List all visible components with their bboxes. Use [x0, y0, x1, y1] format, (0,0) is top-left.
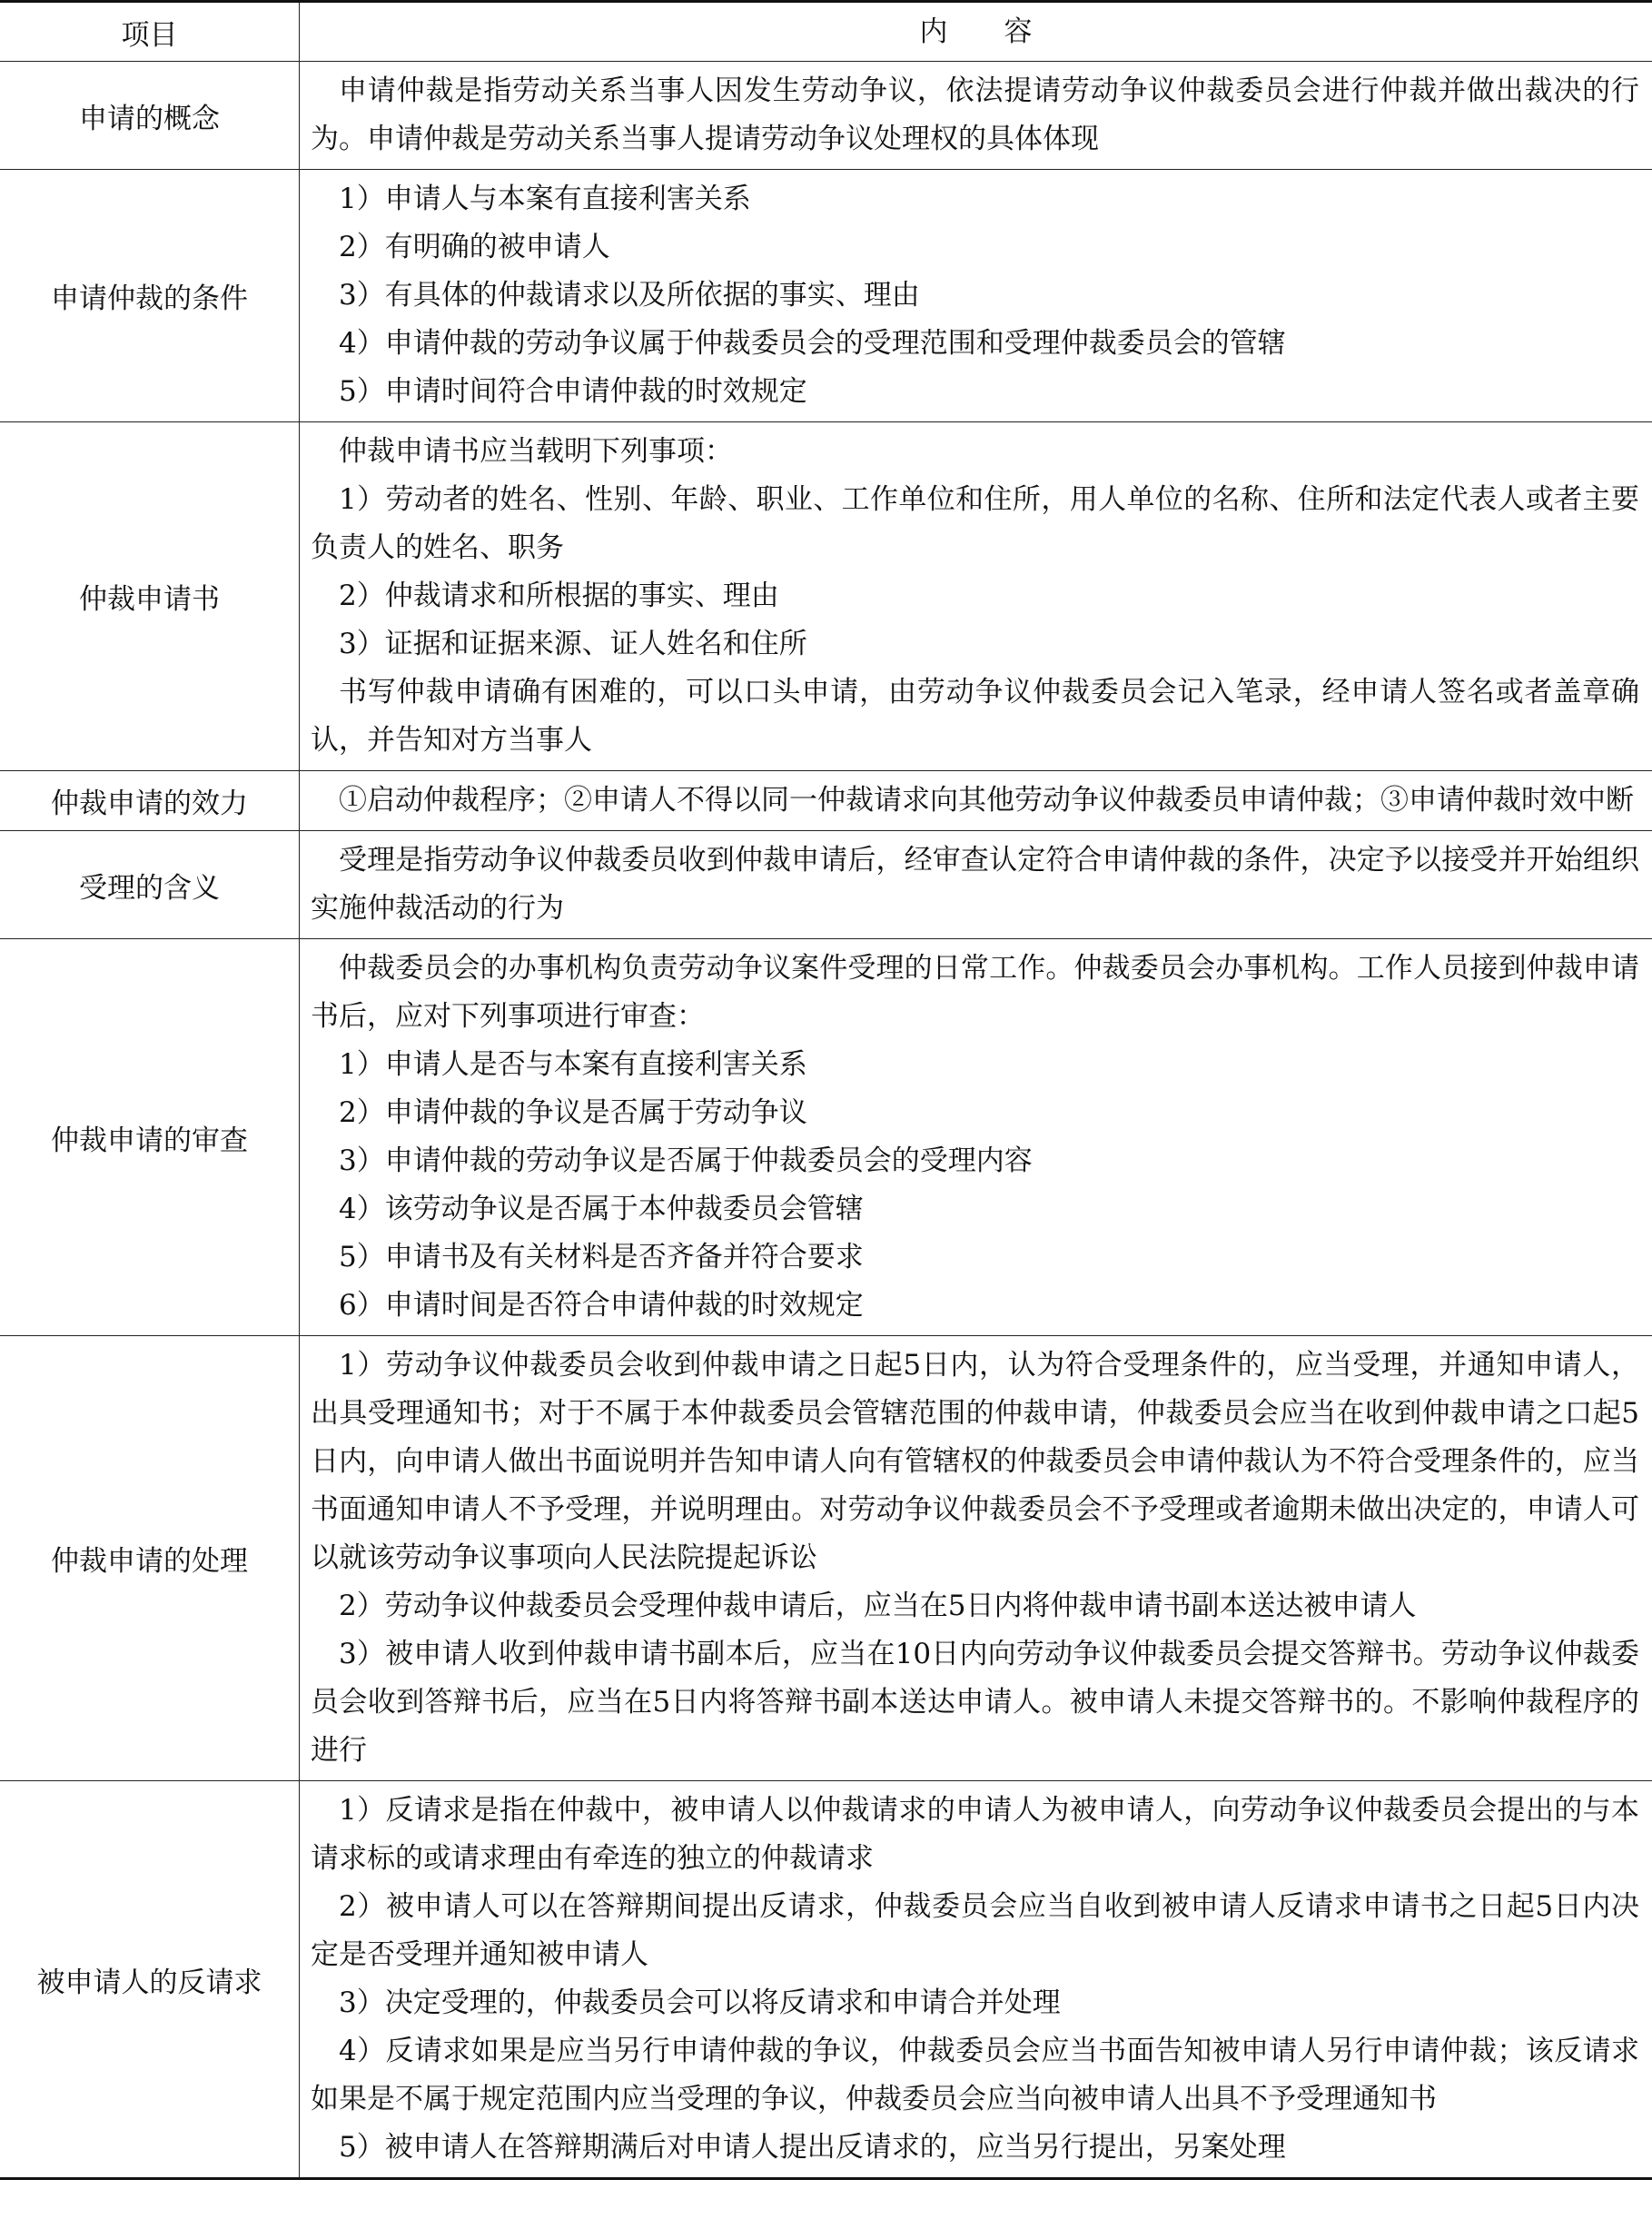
- content-line: 3）证据和证据来源、证人姓名和住所: [339, 628, 807, 660]
- content-line: 4）该劳动争议是否属于本仲裁委员会管辖: [339, 1193, 864, 1225]
- content-line: 4）申请仲裁的劳动争议属于仲裁委员会的受理范围和受理仲裁委员会的管辖: [339, 327, 1286, 360]
- content-line: 1）劳动者的姓名、性别、年龄、职业、工作单位和住所，用人单位的名称、住所和法定代表人或者主要负责人的姓名、职务: [311, 483, 1639, 564]
- row-label: 仲裁申请的处理: [0, 1336, 300, 1780]
- table-row: [0, 1336, 1652, 1781]
- content-line: 5）申请时间符合申请仲裁的时效规定: [339, 375, 807, 408]
- header-content-column: 内 容: [919, 15, 1033, 48]
- table-row: [0, 831, 1652, 939]
- content-line: 3）决定受理的，仲裁委员会可以将反请求和申请合并处理: [339, 1986, 1061, 2019]
- row-label: 申请仲裁的条件: [0, 170, 300, 421]
- header-item-column: 项目: [0, 3, 300, 61]
- content-line: 5）申请书及有关材料是否齐备并符合要求: [339, 1241, 864, 1273]
- row-label: 仲裁申请的效力: [0, 771, 300, 830]
- row-label: 受理的含义: [0, 831, 300, 938]
- row-content: [300, 170, 1652, 421]
- content-line: 1）申请人与本案有直接利害关系: [339, 183, 751, 215]
- content-line: ①启动仲裁程序；②申请人不得以同一仲裁请求向其他劳动争议仲裁委员申请仲裁；③申请仲裁时效中断: [339, 784, 1634, 817]
- row-content: [300, 1336, 1652, 1780]
- content-line: 5）被申请人在答辩期满后对申请人提出反请求的，应当另行提出，另案处理: [339, 2131, 1286, 2164]
- content-line: 2）有明确的被申请人: [339, 231, 610, 263]
- content-line: 1）劳动争议仲裁委员会收到仲裁申请之日起5日内，认为符合受理条件的，应当受理，并通知申请人，出具受理通知书；对于不属于本仲裁委员会管辖范围的仲裁申请，仲裁委员会应当在收到仲裁申请之口起5日内，向申请人做出书面说明并告知申请人向有管辖权的仲裁委员会申请仲裁认为不符合受理条件的，应当书面通知申请人不予受理，并说明理由。对劳动争议仲裁委员会不予受理或者逾期未做出决定的，申请人可以就该劳动争议事项向人民法院提起诉讼: [311, 1349, 1639, 1574]
- row-content: [300, 422, 1652, 770]
- content-line: 4）反请求如果是应当另行申请仲裁的争议，仲裁委员会应当书面告知被申请人另行申请仲裁；该反请求如果是不属于规定范围内应当受理的争议，仲裁委员会应当向被申请人出具不予受理通知书: [311, 2035, 1639, 2115]
- table-header-row: [0, 3, 1652, 62]
- row-label: 申请的概念: [0, 62, 300, 169]
- table-body: [0, 62, 1652, 2177]
- content-line: 3）有具体的仲裁请求以及所依据的事实、理由: [339, 279, 920, 312]
- content-line: 1）申请人是否与本案有直接利害关系: [339, 1048, 807, 1081]
- content-line: 3）申请仲裁的劳动争议是否属于仲裁委员会的受理内容: [339, 1144, 1033, 1177]
- table-row: [0, 771, 1652, 831]
- content-line: 书写仲裁申请确有困难的，可以口头申请，由劳动争议仲裁委员会记入笔录，经申请人签名或者盖章确认，并告知对方当事人: [311, 676, 1639, 757]
- table-row: [0, 422, 1652, 771]
- content-line: 2）被申请人可以在答辩期间提出反请求，仲裁委员会应当自收到被申请人反请求申请书之日起5日内决定是否受理并通知被申请人: [311, 1890, 1639, 1971]
- content-line: 2）申请仲裁的争议是否属于劳动争议: [339, 1096, 807, 1129]
- row-content: [300, 831, 1652, 938]
- content-line: 受理是指劳动争议仲裁委员收到仲裁申请后，经审查认定符合申请仲裁的条件，决定予以接受并开始组织实施仲裁活动的行为: [311, 844, 1639, 925]
- row-label: 仲裁申请的审查: [0, 939, 300, 1335]
- row-label: 被申请人的反请求: [0, 1781, 300, 2177]
- row-content: [300, 771, 1652, 830]
- row-content: [300, 62, 1652, 169]
- content-line: 2）仲裁请求和所根据的事实、理由: [339, 580, 779, 612]
- row-label: 仲裁申请书: [0, 422, 300, 770]
- content-line: 申请仲裁是指劳动关系当事人因发生劳动争议，依法提请劳动争议仲裁委员会进行仲裁并做出裁决的行为。申请仲裁是劳动关系当事人提请劳动争议处理权的具体体现: [311, 74, 1639, 155]
- content-line: 仲裁申请书应当载明下列事项：: [339, 435, 733, 468]
- content-line: 仲裁委员会的办事机构负责劳动争议案件受理的日常工作。仲裁委员会办事机构。工作人员接到仲裁申请书后，应对下列事项进行审查：: [311, 952, 1639, 1033]
- content-line: 3）被申请人收到仲裁申请书副本后，应当在10日内向劳动争议仲裁委员会提交答辩书。劳动争议仲裁委员会收到答辩书后，应当在5日内将答辩书副本送达申请人。被申请人未提交答辩书的。不影响仲裁程序的进行: [311, 1638, 1639, 1767]
- content-line: 6）申请时间是否符合申请仲裁的时效规定: [339, 1289, 864, 1322]
- table-row: [0, 62, 1652, 170]
- row-content: [300, 939, 1652, 1335]
- table-row: [0, 939, 1652, 1336]
- content-line: 2）劳动争议仲裁委员会受理仲裁申请后，应当在5日内将仲裁申请书副本送达被申请人: [339, 1590, 1417, 1622]
- row-content: [300, 1781, 1652, 2177]
- content-line: 1）反请求是指在仲裁中，被申请人以仲裁请求的申请人为被申请人，向劳动争议仲裁委员会提出的与本请求标的或请求理由有牵连的独立的仲裁请求: [311, 1794, 1639, 1875]
- table-row: [0, 170, 1652, 422]
- table-row: [0, 1781, 1652, 2177]
